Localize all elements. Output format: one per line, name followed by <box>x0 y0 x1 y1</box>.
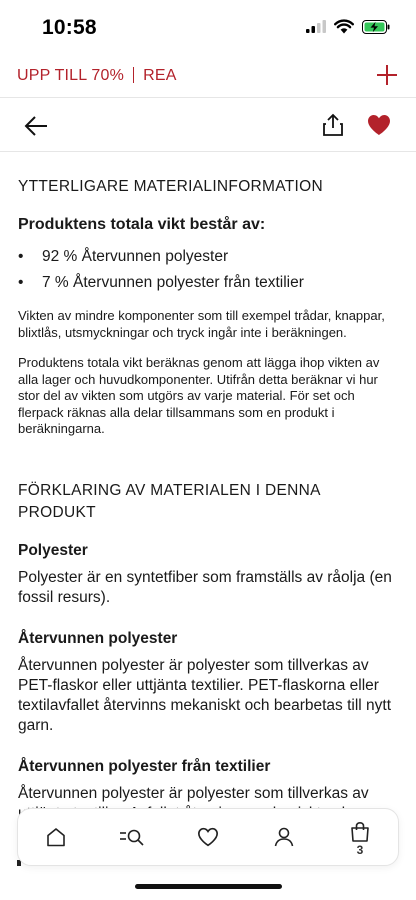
composition-item: 7 % Återvunnen polyester från textilier <box>42 274 304 291</box>
bottom-tab-bar <box>17 808 399 866</box>
section-heading-material-info: YTTERLIGARE MATERIALINFORMATION <box>18 178 323 195</box>
term-title-polyester: Polyester <box>18 541 88 559</box>
weight-calculation-note: Produktens totala vikt beräknas genom att lägga ihop vikten av alla lager och huvudkomponenter. Utifrån detta beräknar vi hur stor del av vikten som utgörs av varje material. För set och flerpack räknas alla delar tillsammans som en produkt i beräkningarna. <box>18 355 380 436</box>
tab-bag[interactable] <box>340 817 380 857</box>
battery-charging-icon <box>362 20 390 34</box>
list-item <box>18 270 398 296</box>
tab-search[interactable] <box>112 817 152 857</box>
bullet: • <box>18 248 24 265</box>
heart-outline-icon <box>197 827 219 847</box>
promo-banner[interactable] <box>0 54 416 98</box>
share-icon[interactable] <box>320 112 346 138</box>
wifi-icon <box>334 19 354 34</box>
bullet: • <box>18 274 24 291</box>
top-nav-bar <box>0 99 416 152</box>
home-indicator <box>135 884 282 889</box>
status-bar <box>0 0 416 54</box>
status-icons <box>306 19 390 34</box>
promo-separator <box>133 67 134 83</box>
weight-title: Produktens totala vikt består av: <box>18 216 266 233</box>
tab-favourites[interactable] <box>188 817 228 857</box>
term-title-recycled-polyester: Återvunnen polyester <box>18 629 178 647</box>
shopping-bag-icon <box>349 821 371 843</box>
promo-right: REA <box>143 67 177 84</box>
term-title-recycled-polyester-textiles: Återvunnen polyester från textilier <box>18 757 271 775</box>
term-desc-recycled-polyester: Återvunnen polyester är polyester som tillverkas av PET-flaskor eller uttjänta textilier. PET-flaskorna eller textilavfallet återvinns mekaniskt och bearbetas till nytt garn. <box>18 656 392 734</box>
tab-home[interactable] <box>36 817 76 857</box>
material-info-content <box>18 176 398 844</box>
search-menu-icon <box>119 826 145 848</box>
promo-text <box>17 67 177 85</box>
term-desc-polyester: Polyester är en syntetfiber som framställs av råolja (en fossil resurs). <box>18 568 392 606</box>
weight-note: Vikten av mindre komponenter som till exempel trådar, knappar, blixtlås, utsmyckningar och tryck ingår inte i beräkningen. <box>18 308 385 340</box>
composition-list <box>18 244 398 296</box>
bag-count-badge: 3 <box>356 843 364 857</box>
plus-icon[interactable] <box>374 62 400 88</box>
term-desc-recycled-polyester-textiles: Återvunnen polyester är polyester som tillverkas av <box>18 784 369 802</box>
heart-filled-icon[interactable] <box>366 113 392 137</box>
section-heading-material-explanation: FÖRKLARING AV MATERIALEN I DENNA PRODUKT <box>18 481 320 521</box>
home-icon <box>45 826 67 848</box>
cellular-signal-icon <box>306 20 326 33</box>
user-icon <box>273 826 295 848</box>
tab-account[interactable] <box>264 817 304 857</box>
composition-item: 92 % Återvunnen polyester <box>42 248 229 265</box>
list-item <box>18 244 398 270</box>
promo-left: UPP TILL 70% <box>17 67 125 84</box>
status-time: 10:58 <box>42 16 97 39</box>
back-arrow-icon[interactable] <box>22 113 50 139</box>
